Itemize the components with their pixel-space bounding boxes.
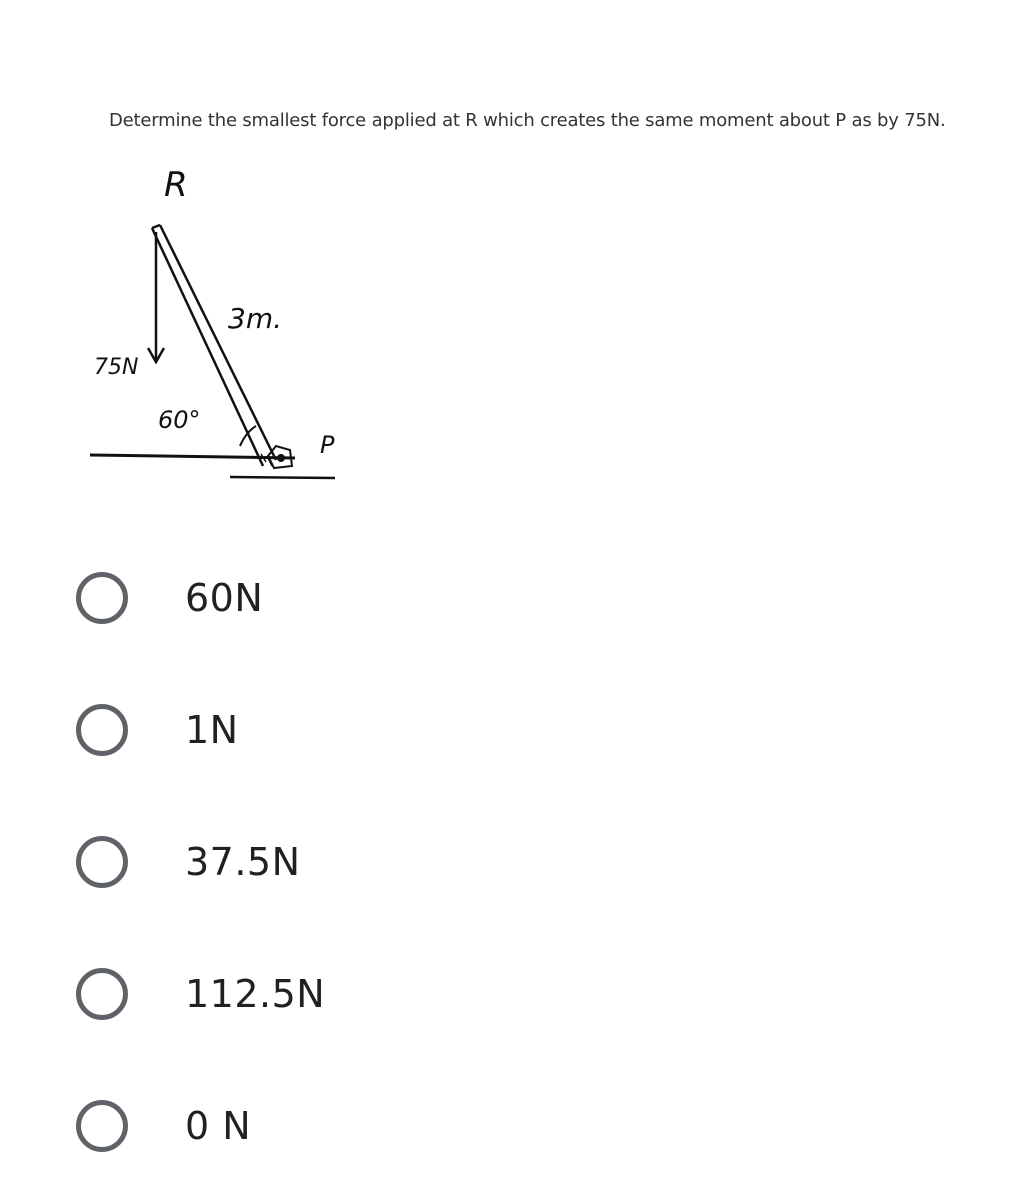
option-60n[interactable] [76, 566, 263, 630]
label-r: R [164, 165, 188, 205]
radio-button[interactable] [76, 572, 128, 624]
bar-end-cap [152, 225, 160, 228]
option-label: 37.5N [185, 840, 301, 884]
label-p: P [320, 431, 335, 459]
option-label: 112.5N [185, 972, 326, 1016]
option-label: 0 N [185, 1104, 252, 1148]
option-label: 1N [185, 708, 239, 752]
option-1n[interactable] [76, 698, 239, 762]
option-label: 60N [185, 576, 264, 620]
question-text: Determine the smallest force applied at R which creates the same moment about P as by 75N. [109, 110, 946, 131]
option-0n[interactable] [76, 1094, 251, 1158]
moment-diagram [80, 150, 380, 510]
pivot-base-line [230, 477, 335, 478]
option-112-5n[interactable] [76, 962, 325, 1026]
radio-button[interactable] [76, 704, 128, 756]
ground-line [90, 455, 295, 458]
label-angle: 60° [158, 406, 201, 434]
option-37-5n[interactable] [76, 830, 301, 894]
label-force: 75N [94, 355, 139, 380]
label-length: 3m. [228, 302, 282, 335]
radio-button[interactable] [76, 968, 128, 1020]
pivot-pin [277, 454, 285, 462]
radio-button[interactable] [76, 1100, 128, 1152]
radio-button[interactable] [76, 836, 128, 888]
